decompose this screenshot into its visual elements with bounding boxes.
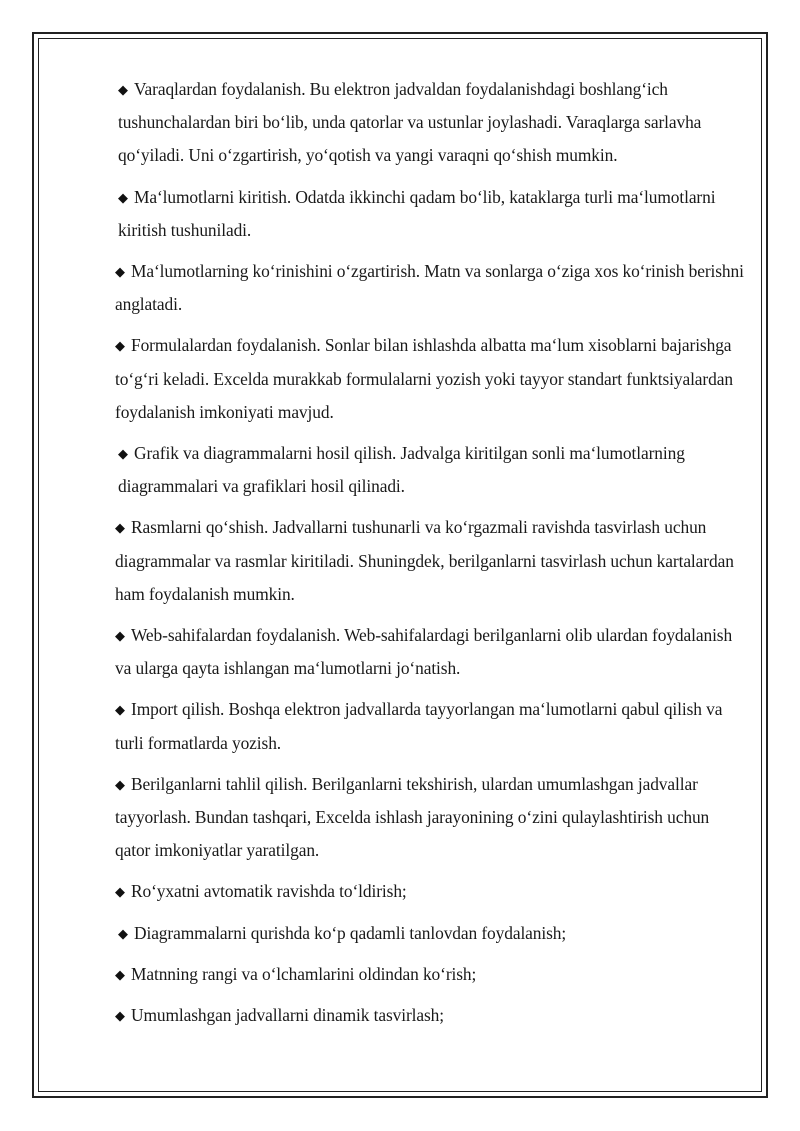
diamond-bullet-icon: ◆ — [118, 189, 128, 205]
diamond-bullet-icon: ◆ — [115, 264, 125, 280]
diamond-bullet-icon: ◆ — [115, 966, 125, 982]
paragraph-formulalar — [115, 329, 745, 429]
list-item-dinamik — [115, 999, 745, 1032]
diamond-bullet-icon: ◆ — [118, 82, 128, 97]
paragraph-rasmlar — [115, 511, 745, 611]
paragraph-korinish — [115, 255, 745, 321]
diamond-bullet-icon: ◆ — [115, 338, 125, 354]
paragraph-text: Maʻlumotlarni kiritish. Odatda ikkinchi qadam boʻlib, kataklarga turli maʻlumotlarni kiritish tushuniladi. — [118, 186, 716, 240]
diamond-bullet-icon: ◆ — [115, 520, 125, 536]
diamond-bullet-icon: ◆ — [115, 628, 125, 644]
diamond-bullet-icon: ◆ — [115, 702, 125, 718]
paragraph-varaqlar — [115, 73, 745, 173]
diamond-bullet-icon: ◆ — [115, 1008, 125, 1024]
list-item-royxat — [115, 875, 745, 908]
paragraph-import — [115, 693, 745, 759]
document-body — [115, 73, 745, 1040]
list-item-text: Matnning rangi va oʻlchamlarini oldindan koʻrish; — [131, 963, 477, 984]
paragraph-text: Berilganlarni tahlil qilish. Berilganlarni tekshirish, ulardan umumlashgan jadvallar tayyorlash. Bundan tashqari, Excelda ishlash jarayonining oʻzini qulaylashtirish uchun qator imkoniyatlar yaratilgan. — [115, 773, 710, 861]
paragraph-web-sahifalar — [115, 619, 745, 685]
paragraph-text: Rasmlarni qoʻshish. Jadvallarni tushunarli va koʻrgazmali ravishda tasvirlash uchun diagrammalar va rasmlar kiritiladi. Shuningdek, berilganlarni tasvirlash uchun kartalardan ham foydalanish mumkin. — [115, 517, 734, 604]
paragraph-text: Grafik va diagrammalarni hosil qilish. Jadvalga kiritilgan sonli maʻlumotlarning diagrammalari va grafiklari hosil qilinadi. — [118, 443, 685, 497]
list-item-diagramma — [115, 917, 745, 950]
diamond-bullet-icon: ◆ — [118, 446, 128, 462]
paragraph-text: Varaqlardan foydalanish. Bu elektron jadvaldan foydalanishdagi boshlangʻich tushunchalardan biri boʻlib, unda qatorlar va ustunlar joylashadi. Varaqlarga sarlavha qoʻyiladi. Uni oʻzgartirish, yoʻqotish va yangi varaqni qoʻshish mumkin. — [118, 79, 702, 166]
diamond-bullet-icon: ◆ — [115, 884, 125, 900]
paragraph-malumot-kiritish — [115, 181, 745, 247]
diamond-bullet-icon: ◆ — [118, 925, 128, 941]
list-item-text: Diagrammalarni qurishda koʻp qadamli tanlovdan foydalanish; — [134, 922, 567, 943]
paragraph-text: Import qilish. Boshqa elektron jadvallarda tayyorlangan maʻlumotlarni qabul qilish va turli formatlarda yozish. — [115, 699, 723, 753]
list-item-matn-rangi — [115, 958, 745, 991]
paragraph-text: Formulalardan foydalanish. Sonlar bilan ishlashda albatta maʻlum xisoblarni bajarishga toʻgʻri keladi. Excelda murakkab formulalarni yozish yoki tayyor standart funktsiyalardan foydalanish imkoniyati mavjud. — [115, 335, 733, 422]
list-item-text: Umumlashgan jadvallarni dinamik tasvirlash; — [131, 1005, 445, 1026]
diamond-bullet-icon: ◆ — [115, 776, 125, 792]
paragraph-grafik — [115, 437, 745, 503]
paragraph-text: Web-sahifalardan foydalanish. Web-sahifalardagi berilganlarni olib ulardan foydalanish va ularga qayta ishlangan maʻlumotlarni joʻnatish. — [115, 625, 733, 679]
list-item-text: Roʻyxatni avtomatik ravishda toʻldirish; — [131, 881, 407, 902]
paragraph-tahlil — [115, 768, 745, 868]
paragraph-text: Maʻlumotlarning koʻrinishini oʻzgartirish. Matn va sonlarga oʻziga xos koʻrinish berishni anglatadi. — [115, 261, 744, 315]
